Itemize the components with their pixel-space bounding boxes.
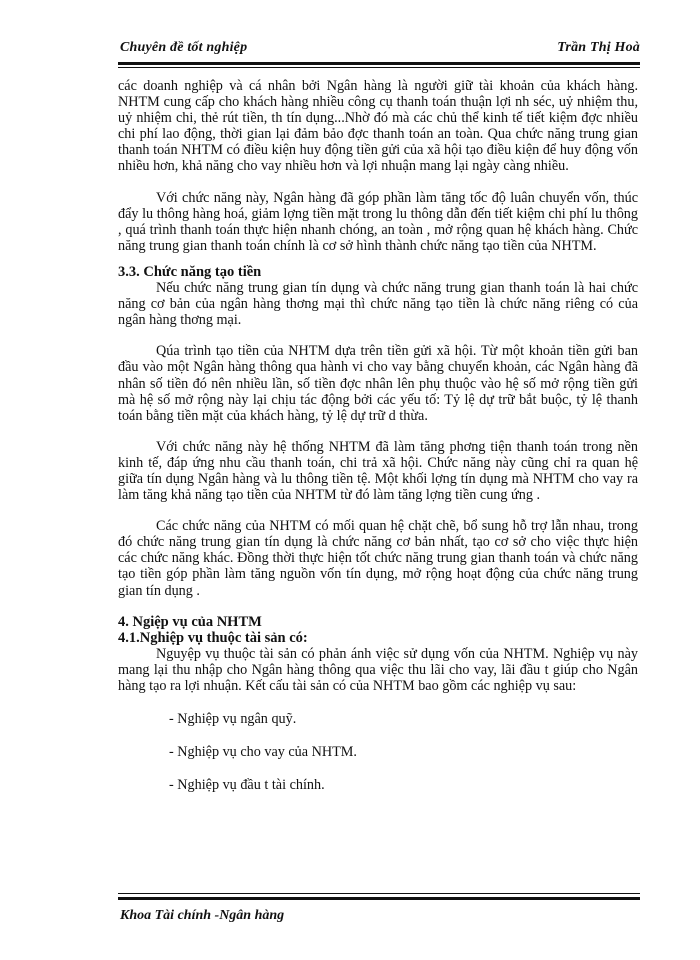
- paragraph-2: Với chức năng này, Ngân hàng đã góp phần làm tăng tốc độ luân chuyển vốn, thúc đẩy lu thông hàng hoá, giảm lợng tiền mặt trong lu thông dẫn đến tiết kiệm chi phí lu thông , quá trình thanh toán thực hiện nhanh chóng, an toàn , mở rộng quan hệ khách hàng. Chức năng trung gian thanh toán chính là cơ sở hình thành chức năng tạo tiền của NHTM.: [118, 189, 638, 254]
- list-item: - Nghiệp vụ cho vay của NHTM.: [169, 744, 357, 761]
- header-rule-thin: [118, 67, 640, 68]
- header-author: Trần Thị Hoà: [557, 40, 640, 55]
- section-heading-3-3: 3.3. Chức năng tạo tiền: [118, 263, 262, 280]
- paragraph-7: Nguyệp vụ thuộc tài sản có phản ánh việc sử dụng vốn của NHTM. Nghiệp vụ này mang lại thu nhập cho Ngân hàng thông qua việc thu lãi cho vay, lãi đầu t giúp cho Ngân hàng tạo ra lợi nhuận. Kết cấu tài sản có của NHTM bao gồm các nghiệp vụ sau:: [118, 645, 638, 694]
- paragraph-4: Qúa trình tạo tiền của NHTM dựa trên tiền gửi xã hội. Từ một khoản tiền gửi ban đầu vào một Ngân hàng thông qua hành vi cho vay bằng chuyển khoản, các Ngân hàng đã nhân số tiền đó nên nhiều lần, số tiền đợc nhân lên phụ thuộc vào hệ số mở rộng tiền gửi mà hệ số mở rộng này lại chịu tác động bởi các yếu tố: Tỷ lệ dự trữ bắt buộc, tỷ lệ thanh toán bằng tiền mặt của khách hàng, tỷ lệ dự trữ d thừa.: [118, 343, 638, 424]
- paragraph-6: Các chức năng của NHTM có mối quan hệ chặt chẽ, bổ sung hỗ trợ lẫn nhau, trong đó chức năng trung gian tín dụng là chức năng cơ bản nhất, tạo cơ sở cho việc thực hiện các chức năng khác. Đồng thời thực hiện tốt chức năng trung gian thanh toán và chức năng tạo tiền góp phần làm tăng nguồn vốn tín dụng, mở rộng hoạt động của chức năng trung gian tín dụng .: [118, 518, 638, 599]
- document-body: [118, 78, 638, 793]
- header-title: Chuyên đề tốt nghiệp: [120, 40, 248, 55]
- section-heading-4-1: 4.1.Nghiệp vụ thuộc tài sản có:: [118, 629, 308, 646]
- page-footer: Khoa Tài chính -Ngân hàng: [120, 908, 285, 923]
- list-item: - Nghiệp vụ ngân quỹ.: [169, 711, 297, 728]
- paragraph-1: các doanh nghiệp và cá nhân bởi Ngân hàng là người giữ tài khoản của khách hàng. NHTM cung cấp cho khách hàng nhiều công cụ thanh toán thuận lợi nh séc, uỷ nhiệm thu, uỷ nhiệm chi, thẻ rút tiền, th tín dụng...Nhờ đó mà các chủ thể kinh tế tiết kiệm đợc nhiều chi phí lao động, thời gian lại đảm bảo đợc thanh toán an toàn. Qua chức năng trung gian thanh toán NHTM có điều kiện huy động tiền gửi của xã hội tạo điều kiện để huy động vốn nhiều hơn, khả năng cho vay nhiều hơn và lợi nhuận mang lại ngày càng nhiều.: [118, 78, 638, 175]
- paragraph-5: Với chức năng này hệ thống NHTM đã làm tăng phơng tiện thanh toán trong nền kinh tế, đáp ứng nhu cầu thanh toán, chi trả xã hội. Chức năng này cũng chỉ ra quan hệ giữa tín dụng Ngân hàng và lu thông tiền tệ. Một khối lợng tín dụng mà NHTM cho vay ra làm tăng khả năng tạo tiền của NHTM từ đó làm tăng lợng tiền cung ứng .: [118, 438, 638, 504]
- footer-rule-thin: [118, 893, 640, 894]
- section-heading-4: 4. Ngiệp vụ của NHTM: [118, 613, 262, 630]
- footer-rule-thick: [118, 897, 640, 900]
- header-rule-thick: [118, 62, 640, 65]
- paragraph-3: Nếu chức năng trung gian tín dụng và chức năng trung gian thanh toán là hai chức năng cơ bản của ngân hàng thơng mại thì chức năng tạo tiền là chức năng riêng có của ngân hàng thơng mại.: [118, 280, 638, 329]
- list-item: - Nghiệp vụ đầu t tài chính.: [169, 777, 325, 794]
- page-header: [118, 38, 640, 64]
